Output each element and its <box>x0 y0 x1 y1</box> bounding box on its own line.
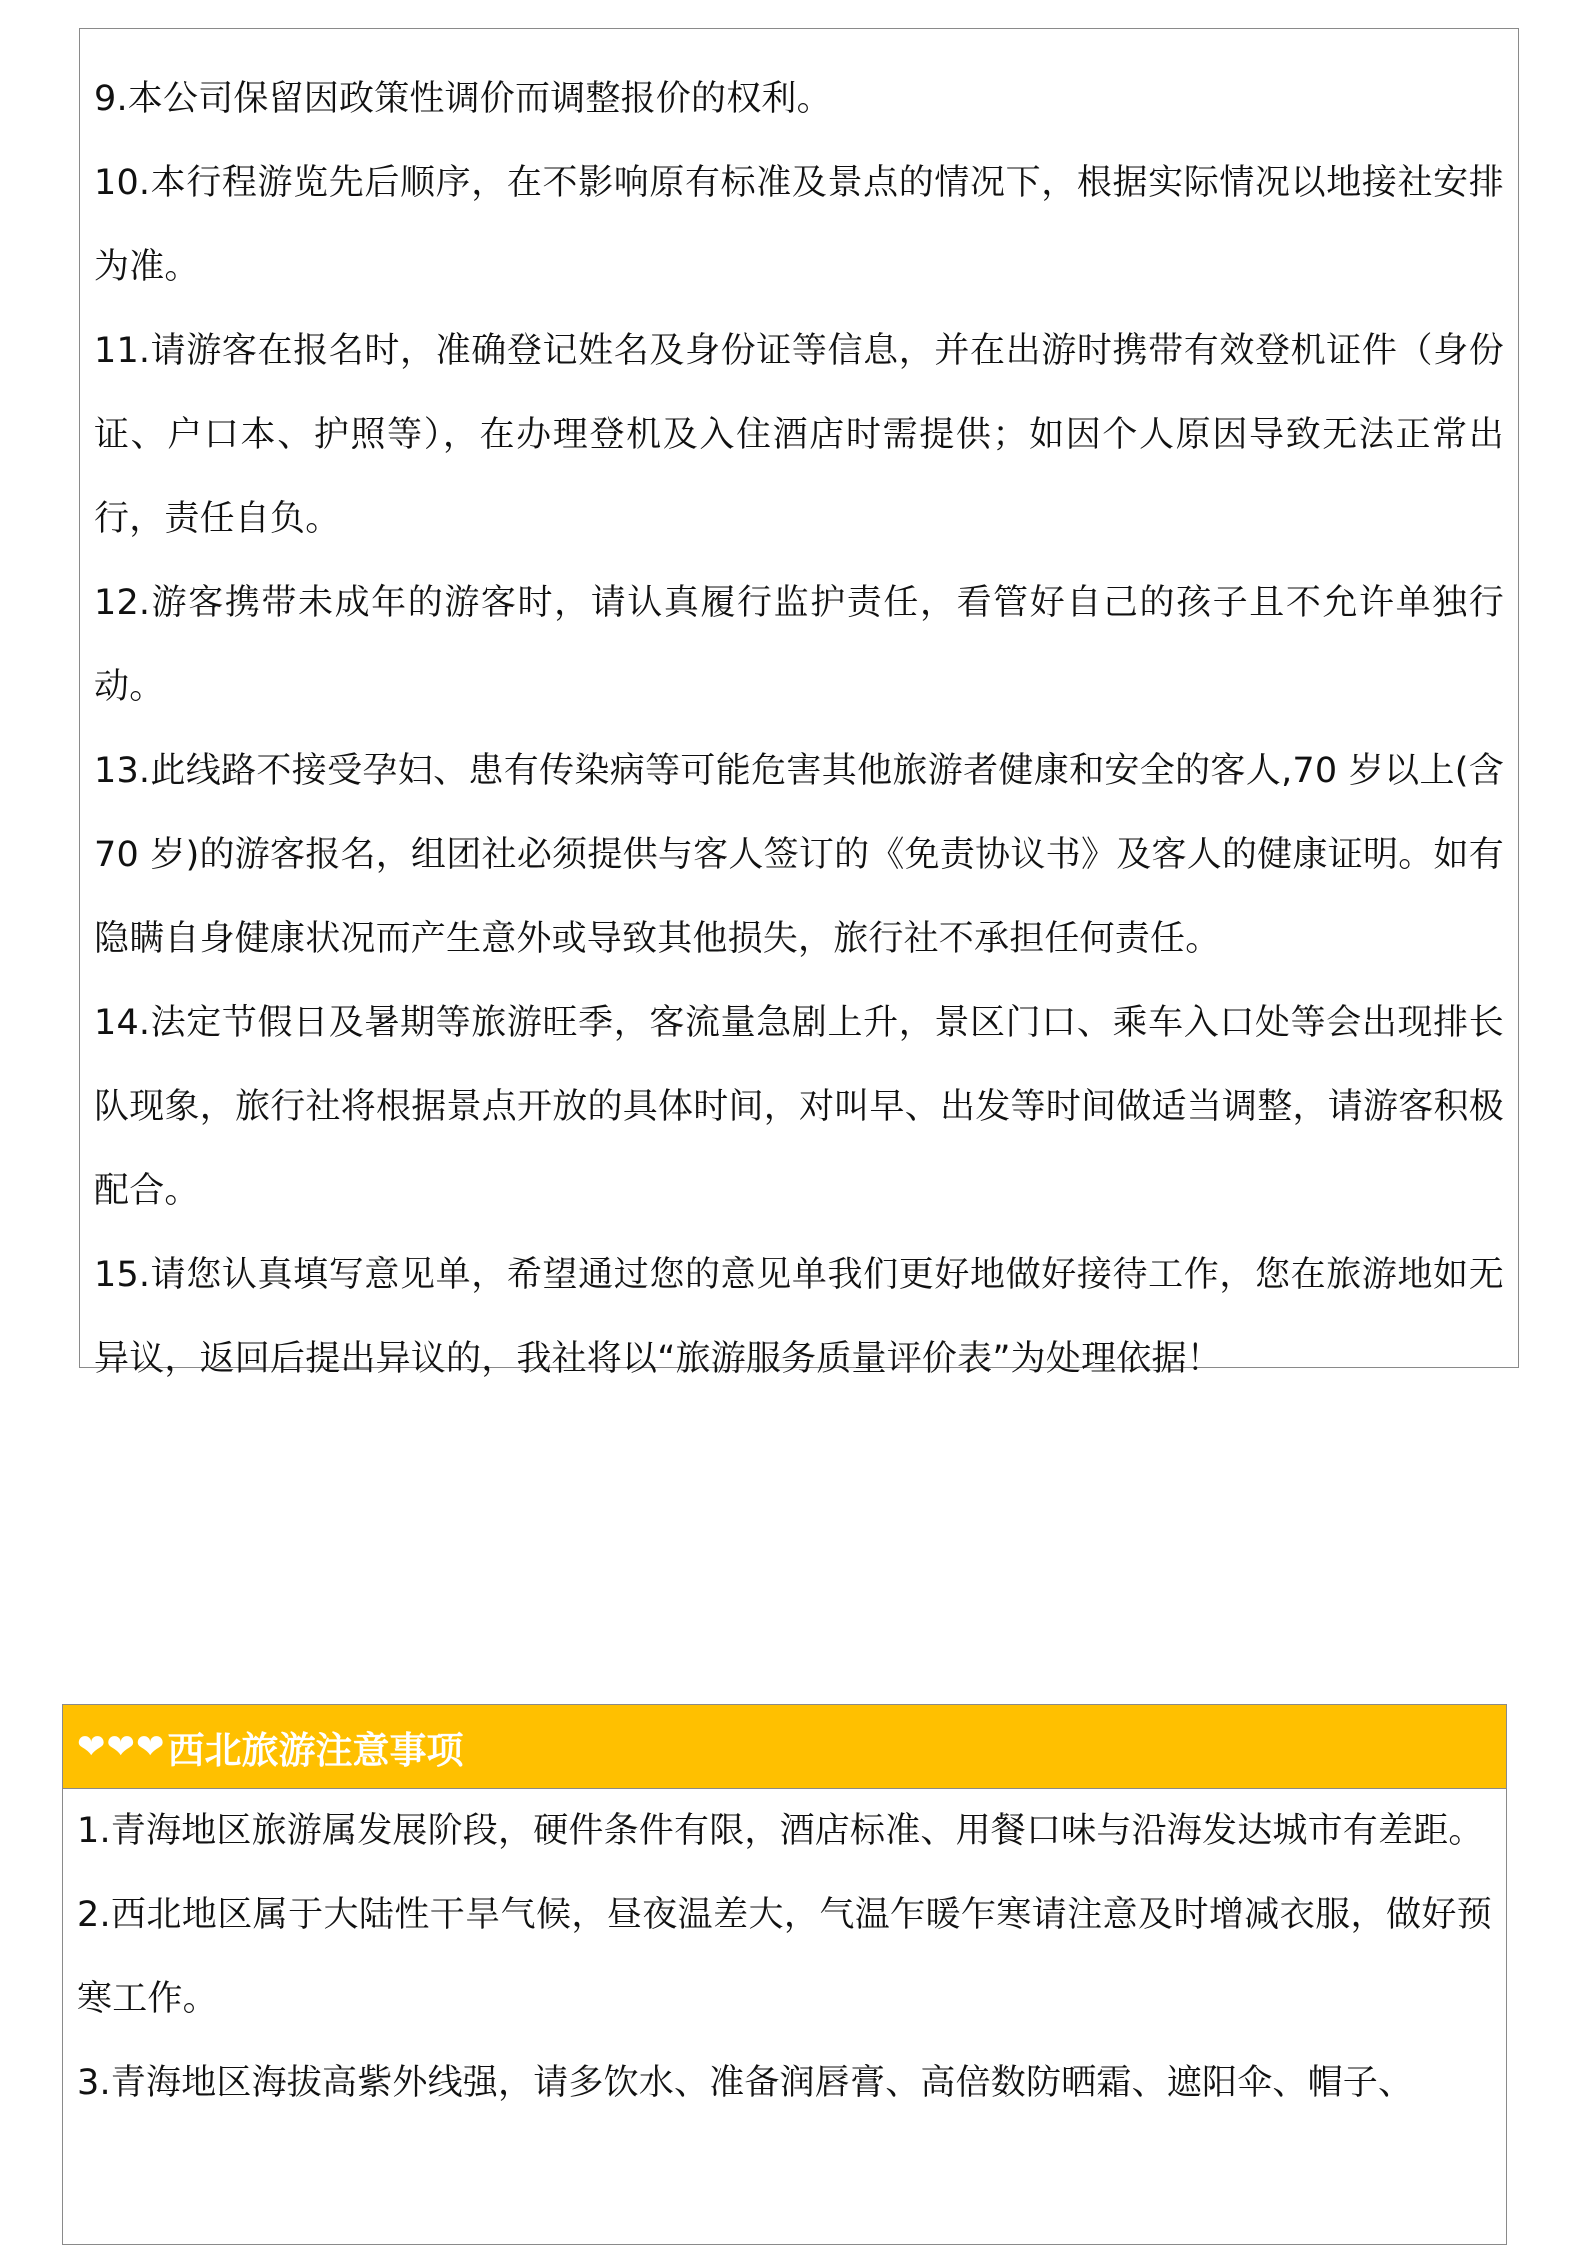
note-item-9: 9.本公司保留因政策性调价而调整报价的权利。 <box>94 79 832 119</box>
northwest-notes-header <box>63 1705 1506 1789</box>
heart-icon: ❤ <box>136 1726 165 1767</box>
heart-icon: ❤ <box>106 1726 135 1767</box>
note-item-13: 13.此线路不接受孕妇、患有传染病等可能危害其他旅游者健康和安全的客人,70 岁以上(含 70 岁)的游客报名，组团社必须提供与客人签订的《免责协议书》及客人的健康证明。如有隐瞒自身健康状况而产生意外或导致其他损失，旅行社不承担任何责任。 <box>94 751 1504 959</box>
northwest-item-2: 2.西北地区属于大陆性干旱气候，昼夜温差大，气温乍暖乍寒请注意及时增减衣服，做好预寒工作。 <box>77 1895 1492 2019</box>
travel-notes-box <box>79 28 1519 1379</box>
northwest-item-1: 1.青海地区旅游属发展阶段，硬件条件有限，酒店标准、用餐口味与沿海发达城市有差距。 <box>77 1811 1484 1851</box>
note-item-10: 10.本行程游览先后顺序，在不影响原有标准及景点的情况下，根据实际情况以地接社安排为准。 <box>94 163 1504 287</box>
note-item-14: 14.法定节假日及暑期等旅游旺季，客流量急剧上升，景区门口、乘车入口处等会出现排长队现象，旅行社将根据景点开放的具体时间，对叫早、出发等时间做适当调整，请游客积极配合。 <box>94 1003 1504 1211</box>
note-item-11: 11.请游客在报名时，准确登记姓名及身份证等信息，并在出游时携带有效登机证件（身份证、户口本、护照等），在办理登机及入住酒店时需提供；如因个人原因导致无法正常出行，责任自负。 <box>94 331 1504 539</box>
northwest-notes-box <box>62 1704 1507 2245</box>
northwest-item-3: 3.青海地区海拔高紫外线强，请多饮水、准备润唇膏、高倍数防晒霜、遮阳伞、帽子、 <box>77 2063 1414 2103</box>
northwest-notes-body <box>63 1789 1506 2125</box>
heart-icon: ❤ <box>77 1726 106 1767</box>
note-item-15: 15.请您认真填写意见单，希望通过您的意见单我们更好地做好接待工作，您在旅游地如无异议，返回后提出异议的，我社将以“旅游服务质量评价表”为处理依据！ <box>94 1255 1504 1379</box>
section-title: 西北旅游注意事项 <box>167 1728 464 1772</box>
note-item-12: 12.游客携带未成年的游客时，请认真履行监护责任，看管好自己的孩子且不允许单独行动。 <box>94 583 1504 707</box>
